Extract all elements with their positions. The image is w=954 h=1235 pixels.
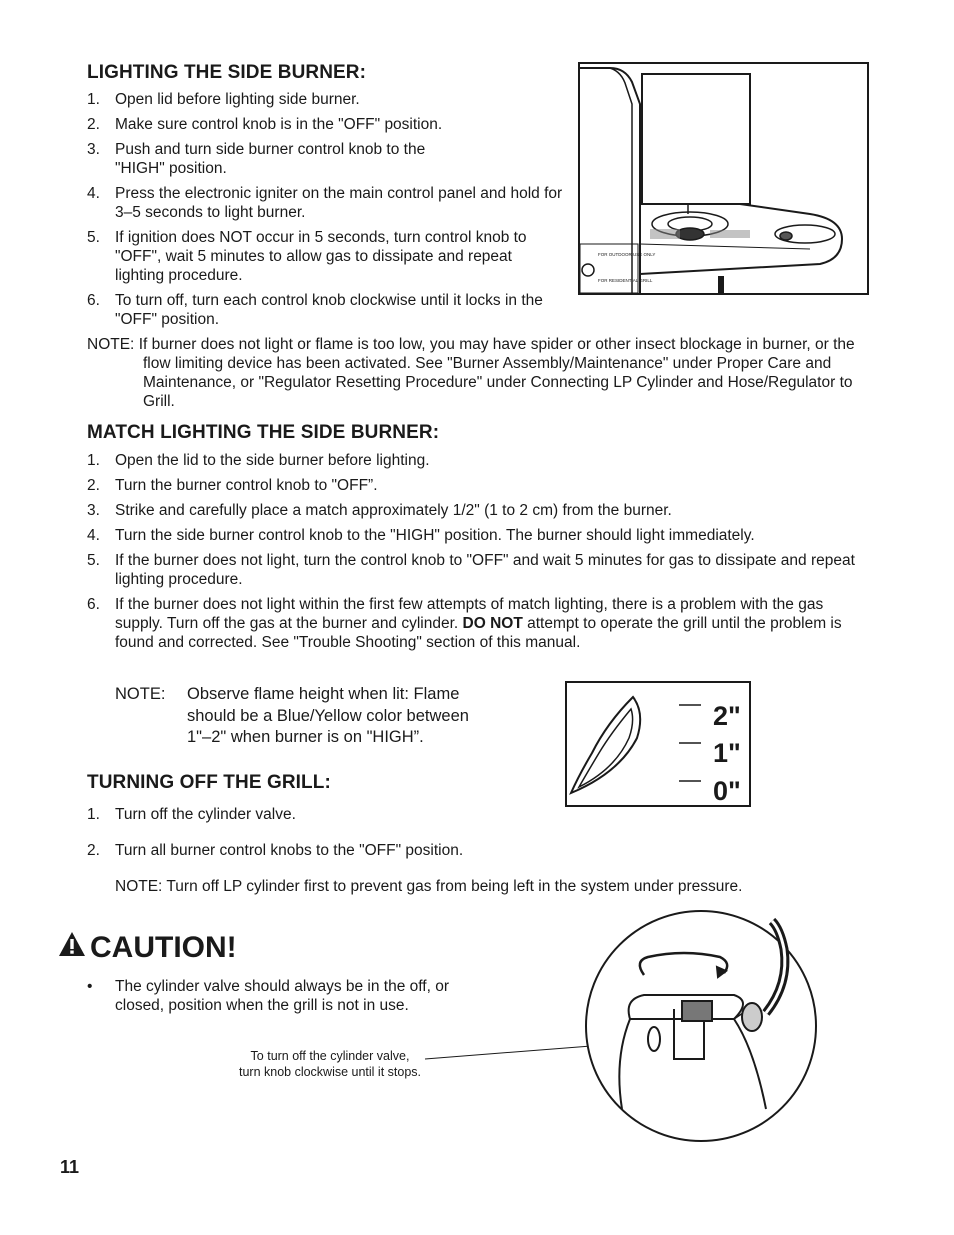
- list-item: 2. Turn the burner control knob to "OFF”.: [87, 477, 378, 494]
- caption-line-2: turn knob clockwise until it stops.: [238, 1065, 422, 1079]
- side-burner-illustration: [578, 62, 869, 295]
- caption-line-1: To turn off the cylinder valve,: [250, 1049, 410, 1063]
- warning-icon: [58, 931, 86, 965]
- grill-label-2: FOR RESIDENTIAL GRILL: [598, 278, 653, 283]
- list-item: 5. If the burner does not light, turn the control knob to "OFF" and wait 5 minutes for gas to dissipate and repeat lighting procedure.: [87, 552, 855, 588]
- grill-label-1: FOR OUTDOOR USE ONLY: [598, 252, 656, 257]
- section-title-lighting: LIGHTING THE SIDE BURNER:: [87, 62, 367, 83]
- caution-heading: [58, 931, 237, 965]
- scale-label-2in: 2": [713, 701, 741, 731]
- list-item: 3. Strike and carefully place a match approximately 1/2" (1 to 2 cm) from the burner.: [87, 502, 672, 519]
- cylinder-valve-illustration: [584, 909, 818, 1143]
- list-item: 4. Press the electronic igniter on the main control panel and hold for 3–5 seconds to light burner.: [87, 185, 563, 221]
- bullet: •: [87, 978, 93, 995]
- scale-label-0in: 0": [713, 776, 741, 805]
- turning-off-step-2: [87, 841, 587, 866]
- page-number: 11: [60, 1157, 80, 1177]
- list-item: 1. Turn off the cylinder valve.: [87, 806, 296, 823]
- caution-bullet: [87, 977, 477, 1015]
- list-item: 5. If ignition does NOT occur in 5 seconds, turn control knob to "OFF", wait 5 minutes to allow gas to dissipate and repeat lighting procedure.: [87, 229, 527, 284]
- turning-off-note: NOTE: Turn off LP cylinder first to prevent gas from being left in the system under pressure.: [115, 878, 743, 895]
- note-label: NOTE:: [87, 336, 135, 353]
- flame-note-text: Observe flame height when lit: Flame should be a Blue/Yellow color between 1"–2" when burner is on "HIGH”.: [187, 685, 469, 746]
- note-text: If burner does not light or flame is too low, you may have spider or other insect blockage in burner, or the flow limiting device has been activated. See "Burner Assembly/Maintenance" under Proper Care and Maintenance, or "Regulator Resetting Procedure" under Connecting LP Cylinder and Hose/Regulator to Grill.: [138, 336, 855, 410]
- flame-note: [115, 684, 495, 749]
- do-not-emphasis: DO NOT: [462, 615, 523, 632]
- list-item: 4. Turn the side burner control knob to the "HIGH" position. The burner should light immediately.: [87, 527, 755, 544]
- list-item: 1. Open lid before lighting side burner.: [87, 91, 360, 108]
- list-item: 2. Make sure control knob is in the "OFF" position.: [87, 116, 443, 133]
- flame-height-diagram: [565, 681, 751, 807]
- turning-off-step-1: [87, 805, 587, 830]
- flame-drawing: [567, 683, 749, 805]
- list-item: 1. Open the lid to the side burner before lighting.: [87, 452, 430, 469]
- valve-caption: [220, 1048, 440, 1080]
- scale-label-1in: 1": [713, 738, 741, 768]
- match-steps: [87, 451, 867, 658]
- caution-text: The cylinder valve should always be in the off, or closed, position when the grill is not in use.: [115, 978, 450, 1014]
- section-title-turning-off: TURNING OFF THE GRILL:: [87, 772, 331, 793]
- flame-note-label: NOTE:: [115, 685, 166, 703]
- list-item: 3. Push and turn side burner control knob to the "HIGH" position.: [87, 141, 426, 177]
- lighting-steps: [87, 90, 565, 335]
- list-item: 6. To turn off, turn each control knob clockwise until it locks in the "OFF" position.: [87, 292, 543, 328]
- list-item: 6. If the burner does not light within the first few attempts of match lighting, there is a problem with the gas supply. Turn off the gas at the burner and cylinder. DO NOT attempt to operate the grill until the problem is found and corrected. See "Trouble Shooting" section of this manual.: [87, 596, 842, 651]
- section-title-match: MATCH LIGHTING THE SIDE BURNER:: [87, 422, 440, 443]
- caution-title: CAUTION!: [90, 931, 237, 964]
- lighting-note: [87, 335, 867, 411]
- list-item: 2. Turn all burner control knobs to the "OFF" position.: [87, 842, 464, 859]
